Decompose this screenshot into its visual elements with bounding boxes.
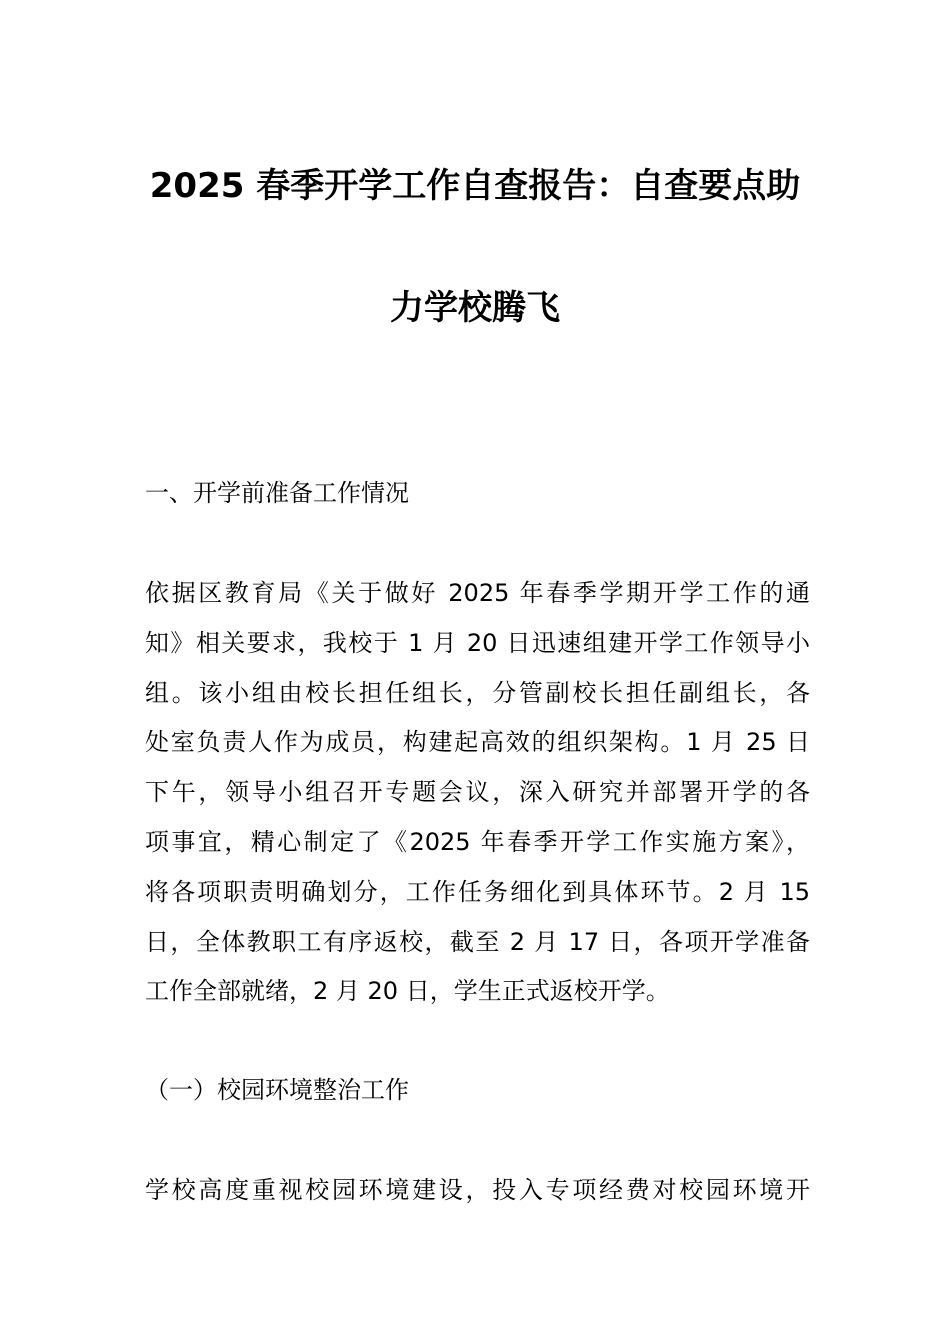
- document-title-line-1: 2025 春季开学工作自查报告：自查要点助: [149, 166, 801, 206]
- section-heading-preparation: 一、开学前准备工作情况: [145, 479, 409, 507]
- paragraph-line: 知》相关要求，我校于 1 月 20 日迅速组建开学工作领导小: [145, 629, 810, 657]
- paragraph-line: 日，全体教职工有序返校，截至 2 月 17 日，各项开学准备: [145, 928, 810, 956]
- paragraph-line: 工作全部就绪，2 月 20 日，学生正式返校开学。: [145, 977, 670, 1005]
- paragraph-line: 处室负责人作为成员，构建起高效的组织架构。1 月 25 日: [145, 728, 810, 756]
- subsection-heading-campus-environment: （一）校园环境整治工作: [145, 1076, 409, 1104]
- paragraph-line: 依据区教育局《关于做好 2025 年春季学期开学工作的通: [145, 579, 810, 607]
- document-title-line-2: 力学校腾飞: [390, 288, 560, 328]
- paragraph-line: 下午，领导小组召开专题会议，深入研究并部署开学的各: [145, 778, 810, 806]
- paragraph-line: 项事宜，精心制定了《2025 年春季开学工作实施方案》，: [145, 828, 810, 856]
- paragraph-line: 学校高度重视校园环境建设，投入专项经费对校园环境开: [145, 1176, 810, 1204]
- paragraph-line: 将各项职责明确划分，工作任务细化到具体环节。2 月 15: [145, 878, 810, 906]
- paragraph-line: 组。该小组由校长担任组长，分管副校长担任副组长，各: [145, 679, 810, 707]
